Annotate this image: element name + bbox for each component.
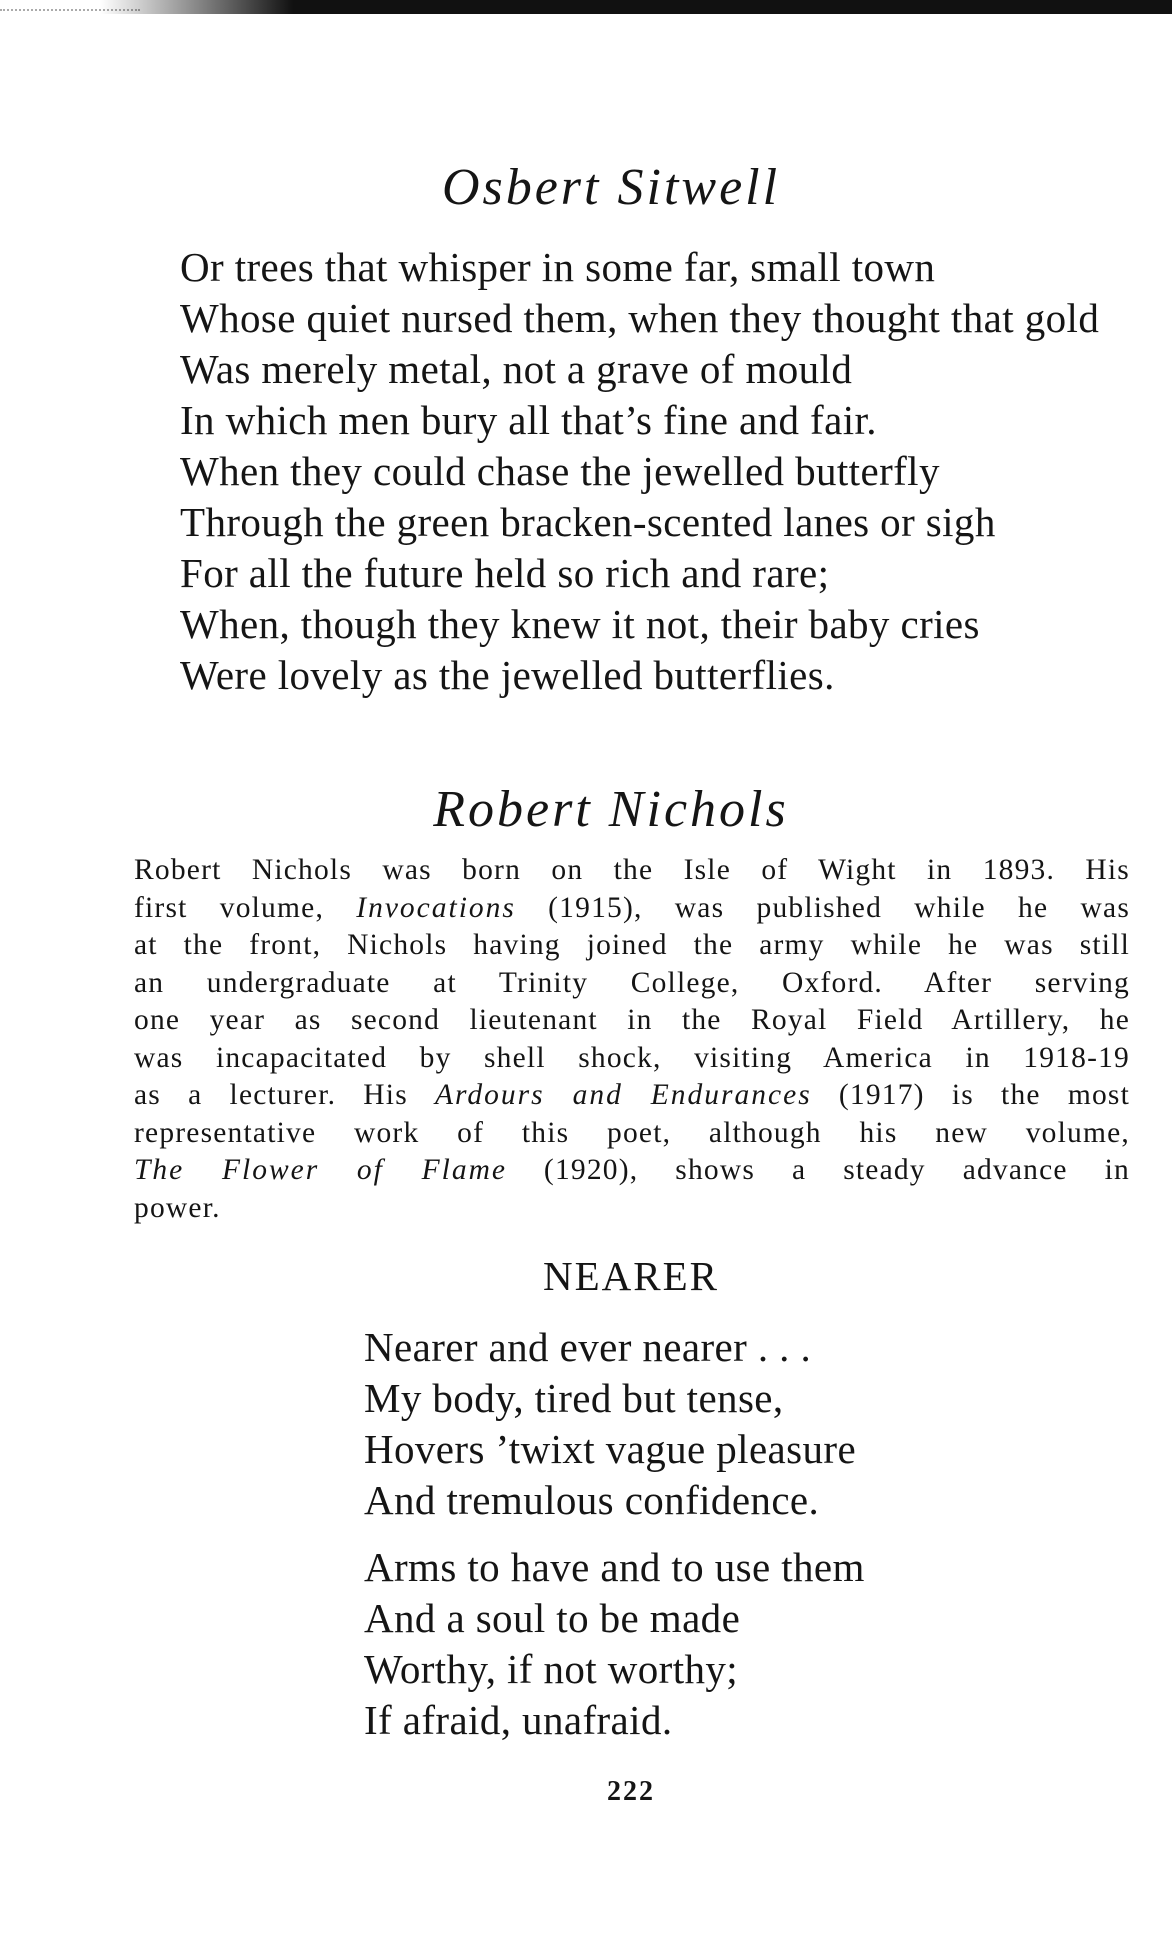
poem-line: And a soul to be made bbox=[364, 1595, 741, 1641]
bio-line: at the front, Nichols having joined the army while he was still bbox=[134, 929, 1130, 961]
poem-line: For all the future held so rich and rare; bbox=[180, 550, 830, 596]
poem-line: Arms to have and to use them bbox=[364, 1544, 865, 1590]
bio-line: one year as second lieutenant in the Royal Field Artillery, he bbox=[134, 1004, 1130, 1036]
poem-line: Were lovely as the jewelled butterflies. bbox=[180, 652, 835, 698]
bio-text: first volume, bbox=[134, 891, 357, 924]
top-rule-thick bbox=[100, 0, 1172, 14]
poem-line: And tremulous confidence. bbox=[364, 1477, 820, 1523]
bio-line bbox=[134, 1077, 1130, 1115]
poem-line: When, though they knew it not, their baby cries bbox=[180, 601, 980, 647]
poem-line: If afraid, unafraid. bbox=[364, 1697, 673, 1743]
poem-line: Or trees that whisper in some far, small town bbox=[180, 244, 936, 290]
poem-line: Worthy, if not worthy; bbox=[364, 1646, 739, 1692]
bio-line bbox=[134, 1152, 1130, 1190]
book-title-invocations: Invocations bbox=[356, 891, 516, 924]
poem-title: NEARER bbox=[543, 1253, 719, 1299]
author-heading-sitwell: Osbert Sitwell bbox=[441, 159, 781, 216]
page-number: 222 bbox=[607, 1776, 655, 1807]
author-heading-nichols: Robert Nichols bbox=[433, 781, 789, 838]
bio-line: was incapacitated by shell shock, visiting America in 1918-19 bbox=[134, 1041, 1130, 1074]
author-bio bbox=[134, 852, 1130, 1227]
bio-text: (1920), shows a steady advance in bbox=[506, 1154, 1130, 1186]
bio-text: (1917) is the most bbox=[811, 1079, 1130, 1111]
poem-line: In which men bury all that’s fine and fair. bbox=[180, 397, 877, 443]
book-title-flower-of-flame: The Flower of Flame bbox=[134, 1154, 507, 1186]
poem-line: Whose quiet nursed them, when they thought that gold bbox=[180, 295, 1100, 341]
poem-line: Hovers ’twixt vague pleasure bbox=[364, 1426, 857, 1472]
poem-line: My body, tired but tense, bbox=[364, 1375, 784, 1421]
bio-text: (1915), was published while he was bbox=[515, 891, 1130, 924]
poem-line: Was merely metal, not a grave of mould bbox=[180, 346, 853, 392]
book-title-ardours: Ardours and Endurances bbox=[435, 1079, 812, 1111]
bio-line: representative work of this poet, although his new volume, bbox=[134, 1116, 1130, 1149]
poem-line: Nearer and ever nearer . . . bbox=[364, 1324, 812, 1370]
bio-line bbox=[134, 890, 1130, 928]
poem-nearer-stanza-2 bbox=[364, 1542, 865, 1746]
bio-line: power. bbox=[134, 1191, 221, 1224]
poem-line: When they could chase the jewelled butterfly bbox=[180, 448, 940, 494]
poem-sitwell bbox=[180, 242, 1099, 701]
top-rule bbox=[0, 0, 1172, 18]
bio-text: as a lecturer. His bbox=[134, 1079, 436, 1111]
poem-nearer-stanza-1 bbox=[364, 1322, 856, 1526]
bio-line: Robert Nichols was born on the Isle of Wight in 1893. His bbox=[134, 854, 1130, 886]
bio-line: an undergraduate at Trinity College, Oxford. After serving bbox=[134, 966, 1130, 999]
poem-line: Through the green bracken-scented lanes or sigh bbox=[180, 499, 996, 545]
